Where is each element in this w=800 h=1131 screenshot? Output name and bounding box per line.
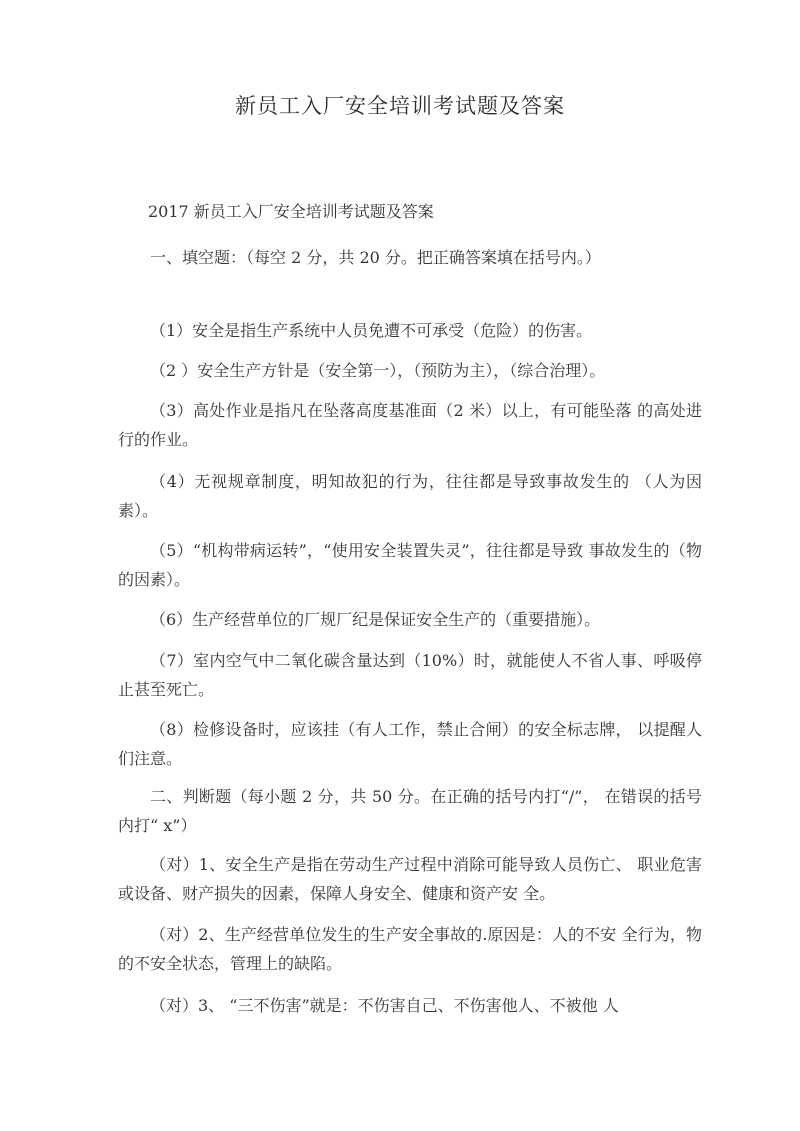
fill-blank-item-7: （7）室内空气中二氧化碳含量达到（10%）时，就能使人不省人事、呼吸停止甚至死亡。 [118,651,702,699]
true-false-item-3: （对）3、 “三不伤害”就是：不伤害自己、不伤害他人、不被他 人 [150,996,619,1015]
fill-blank-item-5: （5）“机构带病运转”，“使用安全装置失灵”，往往都是导致 事故发生的（物的因素）。 [118,541,702,589]
section1-heading: 一、填空题：（每空 2 分，共 20 分。把正确答案填在括号内。） [150,248,601,267]
document-subtitle: 2017 新员工入厂安全培训考试题及答案 [148,202,434,221]
fill-blank-item-1: （1）安全是指生产系统中人员免遭不可承受（危险）的伤害。 [150,321,593,340]
fill-blank-item-3: （3）高处作业是指凡在坠落高度基准面（2 米）以上，有可能坠落 的高处进行的作业。 [118,401,702,449]
fill-blank-item-4: （4）无视规章制度，明知故犯的行为，往往都是导致事故发生的 （人为因素）。 [118,472,702,520]
section2-heading: 二、判断题（每小题 2 分，共 50 分。在正确的括号内打“/”， 在错误的括号内打“ x”） [118,787,702,835]
document-title: 新员工入厂安全培训考试题及答案 [235,94,565,118]
fill-blank-item-2: （2 ）安全生产方针是（安全第一），（预防为主），（综合治理）。 [150,361,606,380]
fill-blank-item-8: （8）检修设备时，应该挂（有人工作，禁止合闸）的安全标志牌， 以提醒人们注意。 [118,720,702,768]
true-false-item-1: （对）1、安全生产是指在劳动生产过程中消除可能导致人员伤亡、 职业危害或设备、财产损失的因素，保障人身安全、健康和资产安 全。 [118,855,702,903]
fill-blank-item-6: （6）生产经营单位的厂规厂纪是保证安全生产的（重要措施）。 [150,610,601,629]
true-false-item-2: （对）2、生产经营单位发生的生产安全事故的.原因是：人的不安 全行为，物的不安全状态，管理上的缺陷。 [118,925,702,973]
